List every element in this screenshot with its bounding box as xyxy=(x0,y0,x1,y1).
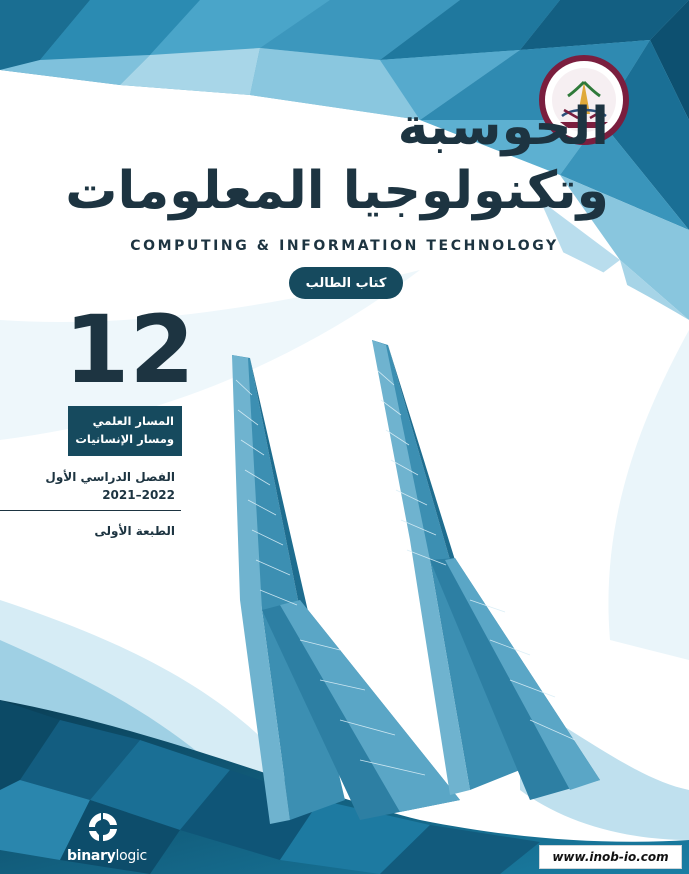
publisher-name-regular: logic xyxy=(115,848,147,864)
cover-title-english: COMPUTING & INFORMATION TECHNOLOGY xyxy=(130,238,559,254)
track-line-1: المسار العلمي xyxy=(92,414,174,428)
grade-number: 12 xyxy=(64,296,195,405)
edition-label: الطبعة الأولى xyxy=(94,524,175,538)
cover-title-arabic-line2: وتكنولوجيا المعلومات xyxy=(65,161,609,221)
academic-years: 2021–2022 xyxy=(102,488,175,502)
semester-label: الفصل الدراسي الأول xyxy=(45,470,175,484)
cover-title-arabic xyxy=(49,95,609,223)
divider-line xyxy=(0,510,181,511)
site-watermark: www.inob-io.com xyxy=(539,845,682,869)
publisher-name xyxy=(52,848,162,864)
binarylogic-logo-icon xyxy=(86,810,120,844)
book-type-badge: كتاب الطالب xyxy=(289,267,403,299)
publisher-name-bold: binary xyxy=(67,848,116,864)
track-line-2: ومسار الإنسانيات xyxy=(75,432,174,446)
track-label-box xyxy=(68,406,182,456)
cover-title-arabic-line1: الحوسبة xyxy=(397,97,609,157)
